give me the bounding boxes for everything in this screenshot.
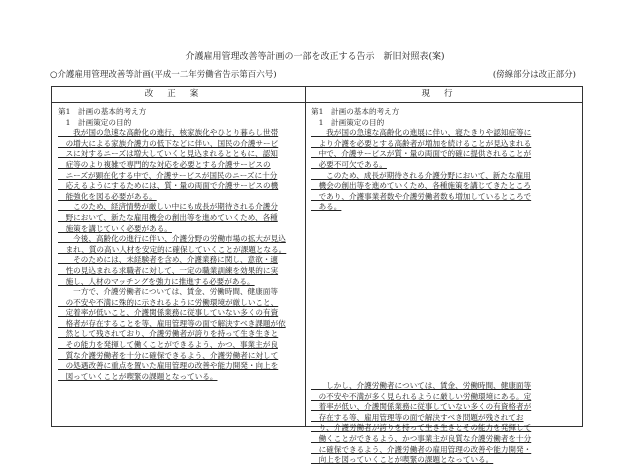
text-line-content: 存在する等、雇用管理等の面で解決すべき問題が残されてお <box>311 412 524 422</box>
text-line-content: より介護を必要とする高齢者が増加を続けることが見込まれる <box>311 138 532 148</box>
text-line <box>58 308 302 319</box>
current-text-top <box>311 107 577 213</box>
text-line <box>58 181 302 192</box>
text-line <box>58 118 302 129</box>
text-line <box>58 361 302 372</box>
text-line-content: 必要不可欠である。 <box>311 159 387 169</box>
text-line <box>58 319 302 330</box>
text-line-content: 応えるようにするためには、質・量の両面で介護サービスの機 <box>58 181 279 191</box>
text-line <box>58 202 302 213</box>
text-line-content: まれ、質の高い人材を安定的に確保していくことが課題となる。 <box>58 244 287 254</box>
header-current: 現行 <box>421 89 467 99</box>
text-line-content: 着率が低い、介護関係業務に従事していない多くの有資格者が <box>311 402 532 412</box>
text-line <box>311 128 577 139</box>
text-line <box>311 107 577 118</box>
text-line <box>58 245 302 256</box>
revision-draft-column <box>58 107 302 382</box>
text-line-content: 野において、新たな雇用機会の創出等を進めていくため、各種 <box>58 212 278 222</box>
text-line-content: そのためには、未経験者を含め、介護業務に関し、意欲・適 <box>58 255 278 265</box>
table-header-row <box>52 87 582 103</box>
column-divider <box>305 87 306 426</box>
text-line-content: 第1 計画の基本的考え方 <box>58 107 147 116</box>
text-line <box>311 455 577 466</box>
text-line-content: 性の見込まれる求職者に対して、一定の職業訓練を効果的に実 <box>58 265 279 275</box>
text-line <box>311 149 577 160</box>
text-line <box>58 255 302 266</box>
text-line-content: 機会の創出等を進めていくため、各種施策を講じてきたところ <box>311 181 531 191</box>
current-text-gap <box>311 213 577 381</box>
text-line <box>311 392 577 403</box>
text-line-content: 我が国の急速な高齢化の進展に伴い、寝たきりや認知症等に <box>311 128 532 138</box>
text-line-content: 中で、介護サービスが質・量の両面で的確に提供されることが <box>311 149 532 159</box>
text-line-content: 1 計画策定の目的 <box>311 117 385 127</box>
text-line <box>311 139 577 150</box>
text-line <box>58 192 302 203</box>
text-line-content: 能強化を図る必要がある。 <box>58 191 157 201</box>
text-line-content: ある。 <box>311 202 342 212</box>
text-line-content: り、介護労働者が誇りを持って生き生きとその能力を発揮して <box>311 423 532 433</box>
text-line <box>58 149 302 160</box>
text-line-content: の不安や不満に殊的に示されるように労働環境が厳しいこと、 <box>58 297 279 307</box>
text-line-content: スに対するニーズは増大していくと見込まれるとともに、認知 <box>58 149 278 159</box>
text-line <box>58 266 302 277</box>
text-line-content: の不安や不満が多く見られるように厳しい労働環境にある。定 <box>311 391 532 401</box>
text-line <box>311 171 577 182</box>
header-revision-draft: 改正案 <box>144 89 213 99</box>
text-line <box>58 171 302 182</box>
text-line-content: 然として残されており、介護労働者が誇りを持って生き生きと <box>58 329 279 339</box>
text-line <box>58 298 302 309</box>
text-line-content: 質な介護労働者を十分に確保できるよう、介護労働者に対して <box>58 350 279 360</box>
text-line <box>311 413 577 424</box>
text-line-content: 我が国の急速な高齢化の進行、核家族化やひとり暮らし世帯 <box>58 128 279 138</box>
text-line <box>311 160 577 171</box>
text-line <box>311 192 577 203</box>
text-line-content: その能力を発揮して働くことができるよう、かつ、事業主が良 <box>58 340 278 350</box>
comparison-table <box>51 86 583 465</box>
text-line-content: しかし、介護労働者については、賃金、労働時間、健康面等 <box>311 380 532 390</box>
text-line <box>311 381 577 392</box>
text-line-content: このため、成長が期待される介護分野において、新たな雇用 <box>311 170 531 180</box>
text-line <box>58 160 302 171</box>
text-line-content: このため、経済情勢が厳しい中にも成長が期待される介護分 <box>58 202 278 212</box>
text-line-content: 施策を講じていく必要がある。 <box>58 223 172 233</box>
text-line-content: 図っていくことが喫緊の課題となっている。 <box>58 371 218 381</box>
notice-reference: ○介護雇用管理改善等計画(平成一二年労働省告示第百六号) <box>50 70 277 80</box>
current-column <box>311 107 577 466</box>
text-line-content: 向上を図っていくことが喫緊の課題となっている。 <box>311 455 494 465</box>
text-line <box>58 128 302 139</box>
text-line <box>311 445 577 456</box>
text-line <box>58 224 302 235</box>
document-title: 介護雇用管理改善等計画の一部を改正する告示 新旧対照表(案) <box>185 52 445 62</box>
text-line <box>311 402 577 413</box>
text-line-content: に確保できるよう、介護労働者の雇用管理の改善や能力開発・ <box>311 444 532 454</box>
text-line-content: 症等のより複雑で専門的な対応を必要とする介護サービスの <box>58 159 271 169</box>
text-line <box>58 372 302 383</box>
text-line <box>311 181 577 192</box>
text-line <box>311 202 577 213</box>
text-line-content: 1 計画策定の目的 <box>58 117 132 127</box>
text-line <box>58 287 302 298</box>
text-line <box>58 340 302 351</box>
text-line <box>58 139 302 150</box>
text-line-content: 一方で、介護労働者については、賃金、労働時間、健康面等 <box>58 287 278 297</box>
text-line <box>311 434 577 445</box>
text-line-content: 今後、高齢化の進行に伴い、介護分野の労働市場の拡大が見込 <box>58 234 286 244</box>
text-line <box>311 118 577 129</box>
text-line-content: の処遇改善に重点を置いた雇用管理の改善や能力開発・向上を <box>58 361 279 371</box>
text-line <box>58 213 302 224</box>
text-line <box>58 234 302 245</box>
text-line-content: 施し、人材のマッチングを強力に推進する必要がある。 <box>58 276 255 286</box>
text-line <box>311 423 577 434</box>
text-line <box>58 351 302 362</box>
text-line-content: 格者が存在することを等、雇用管理等の面で解決すべき課題が依 <box>58 318 286 328</box>
text-line-content: 定着率が低いこと、介護関係業務に従事していない多くの有資 <box>58 308 279 318</box>
text-line <box>58 329 302 340</box>
text-line-content: 働くことができるよう、かつ事業主が良質な介護労働者を十分 <box>311 433 532 443</box>
current-text-bottom <box>311 381 577 466</box>
underline-note: (傍線部分は改正部分) <box>492 70 576 80</box>
text-line-content: であり、介護事業者数や介護労働者数も増加しているところで <box>311 191 532 201</box>
text-line-content: の増大による家族介護力の低下などに伴い、国民の介護サービ <box>58 138 279 148</box>
text-line-content: 第1 計画の基本的考え方 <box>311 107 400 116</box>
text-line <box>58 277 302 288</box>
text-line <box>58 107 302 118</box>
text-line-content: ニーズが顕在化する中で、介護サービスが国民のニーズに十分 <box>58 170 278 180</box>
